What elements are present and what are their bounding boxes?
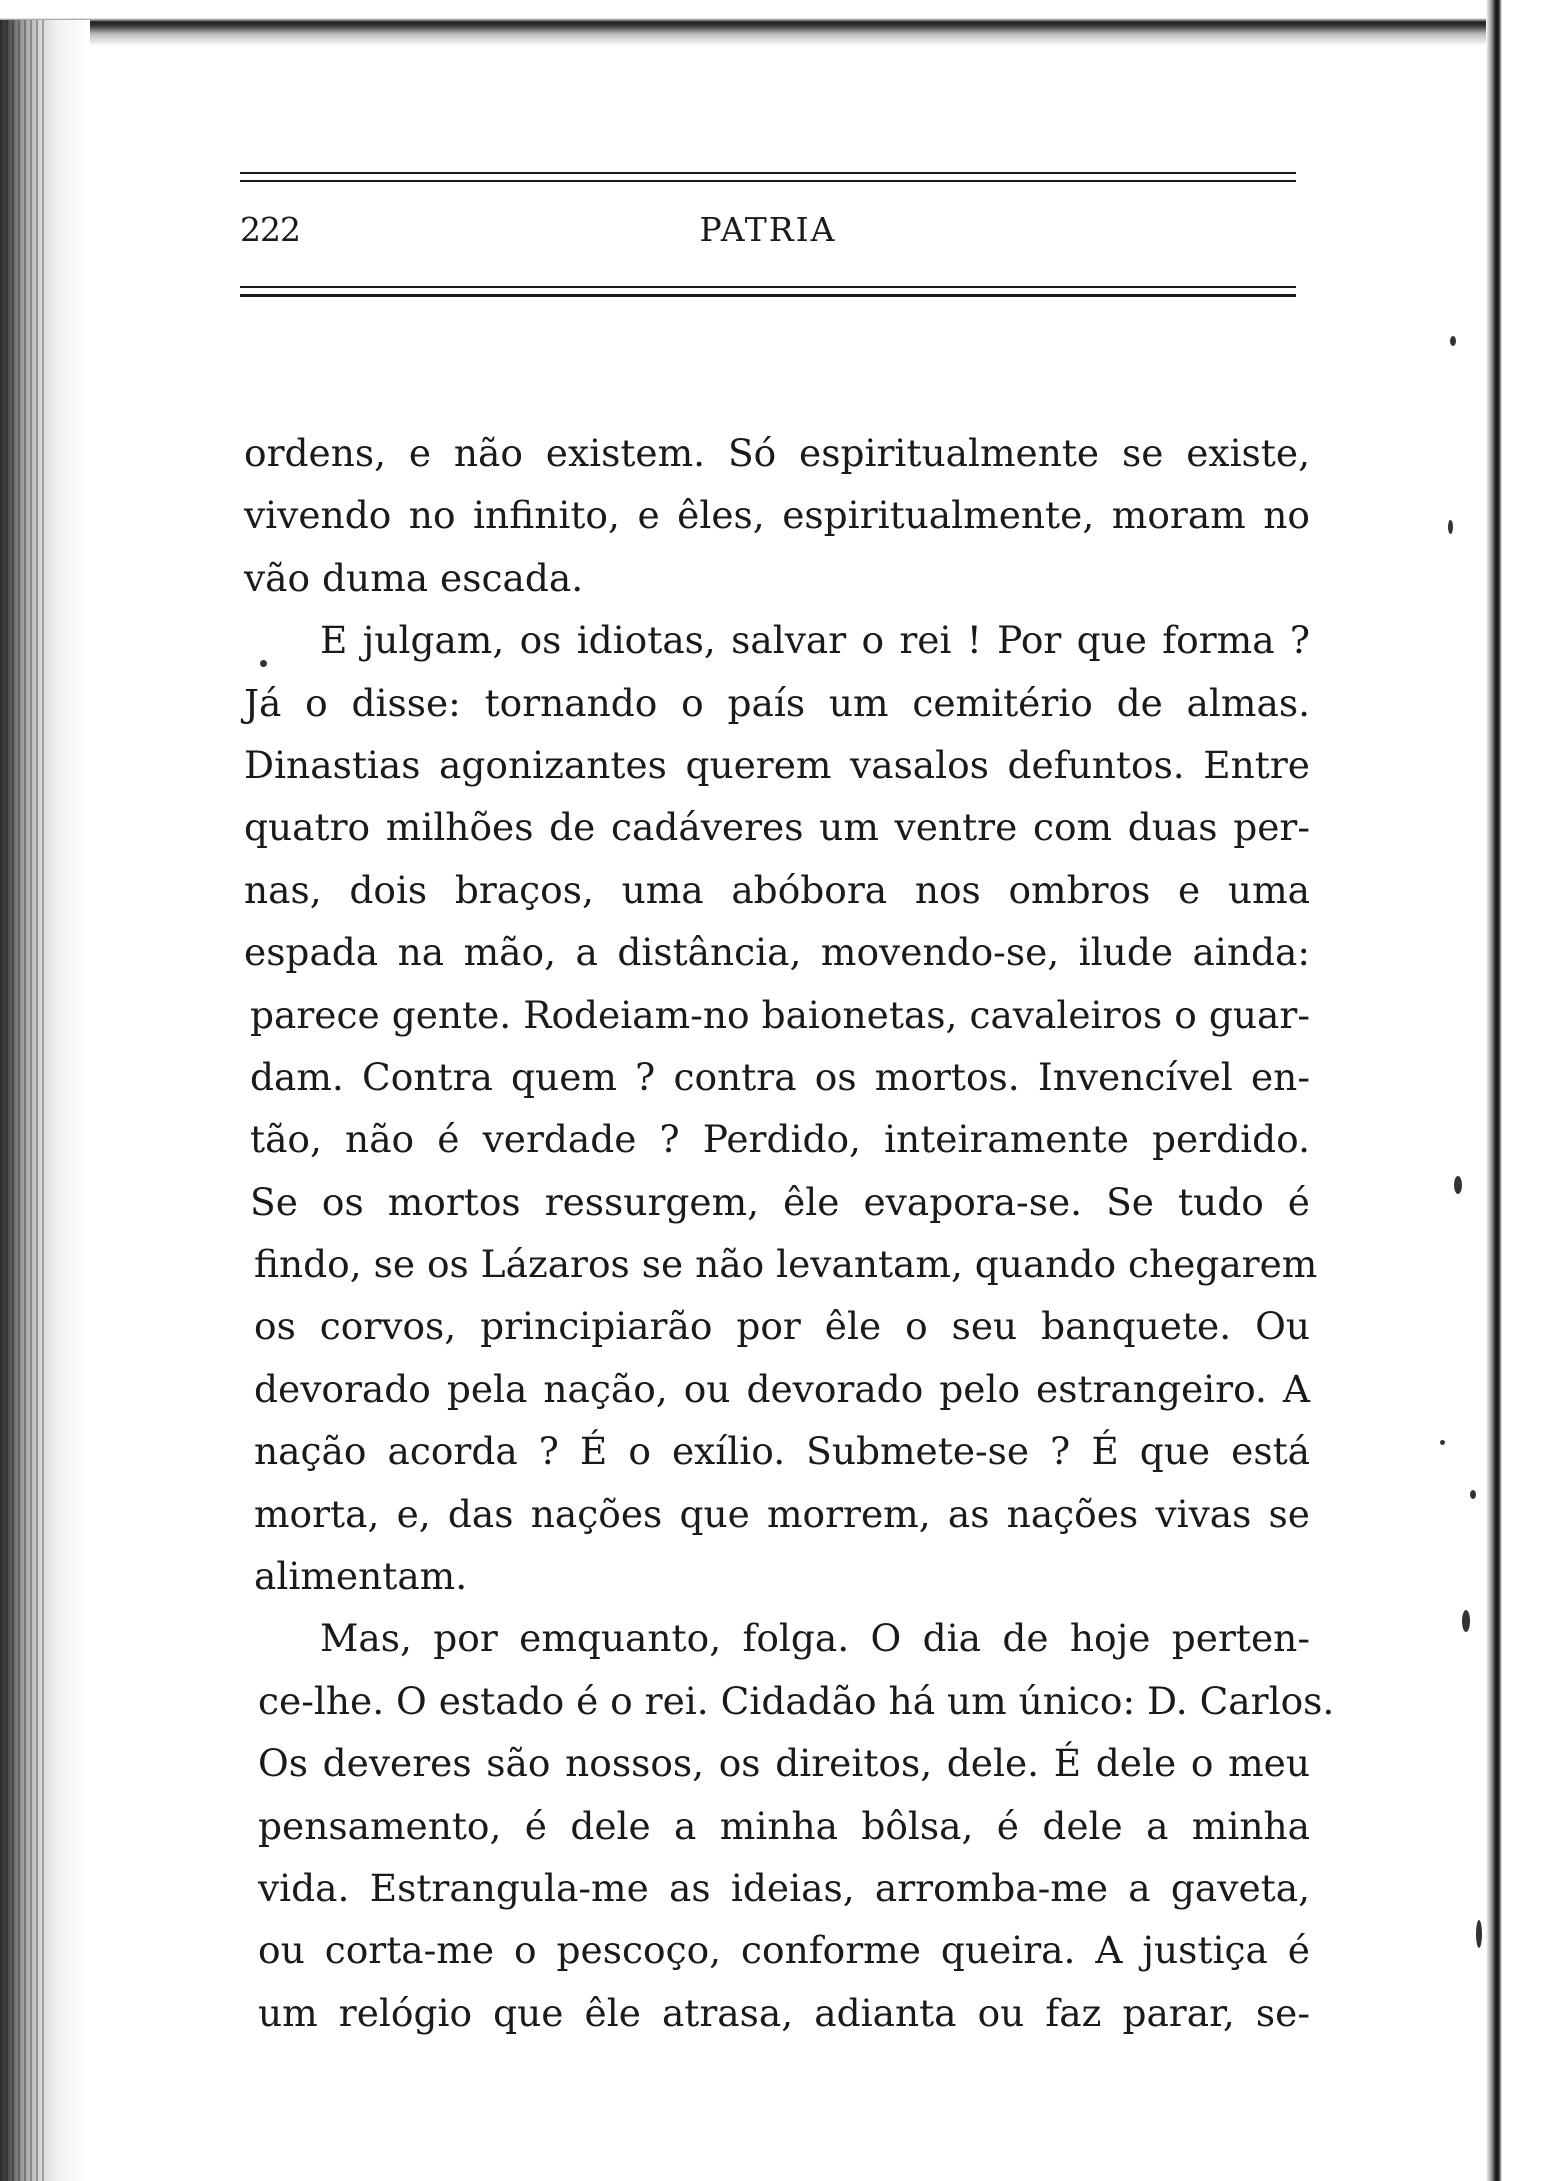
text-line: ou corta-me o pescoço, conforme queira. A justiça é [258,1928,1310,1973]
text-line: Se os mortos ressurgem, êle evapora-se. Se tudo é [250,1179,1310,1224]
page-top-edge [0,0,1500,46]
text-line: dam. Contra quem ? contra os mortos. Invencível en- [250,1054,1310,1099]
paragraph-start-line: Mas, por emquanto, folga. O dia de hoje perten- [320,1616,1310,1661]
text-line: vida. Estrangula-me as ideias, arromba-me a gaveta, [258,1865,1310,1910]
header-bottom-rule [240,286,1296,288]
text-line: tão, não é verdade ? Perdido, inteiramente perdido. [250,1117,1310,1162]
text-line: alimentam. [254,1554,468,1599]
page-number: 222 [240,210,300,249]
text-line: espada na mão, a distância, movendo-se, ilude ainda: [244,930,1310,975]
binding-shadow [6,20,46,2181]
text-line: nas, dois braços, uma abóbora nos ombros e uma [244,867,1310,912]
running-title: PATRIA [699,210,837,249]
text-line: devorado pela nação, ou devorado pelo estrangeiro. A [254,1366,1310,1411]
text-line: pensamento, é dele a minha bôlsa, é dele a minha [258,1803,1310,1848]
header-top-rule-inner [240,180,1296,182]
paragraph-start-line: E julgam, os idiotas, salvar o rei ! Por que forma ? [320,618,1310,663]
body-text [244,422,1335,2044]
page-right-edge [1486,0,1502,2181]
text-line: findo, se os Lázaros se não levantam, quando chegarem [254,1242,1318,1287]
text-line: ordens, e não existem. Só espiritualmente se existe, [244,431,1310,475]
text-line: morta, e, das nações que morrem, as nações vivas se [254,1491,1310,1536]
text-line: Os deveres são nossos, os direitos, dele. É dele o meu [258,1741,1310,1786]
text-line: parece gente. Rodeiam-no baionetas, cavaleiros o guar- [250,992,1310,1037]
text-line: vão duma escada. [244,555,584,600]
header-bottom-rule-inner [240,294,1296,297]
text-line: quatro milhões de cadáveres um ventre com duas per- [244,805,1310,850]
text-line: nação acorda ? É o exílio. Submete-se ? É que está [254,1429,1310,1474]
header-top-rule [240,172,1296,174]
text-line: Já o disse: tornando o país um cemitério de almas. [244,680,1310,725]
text-line: um relógio que êle atrasa, adianta ou faz parar, se- [258,1990,1310,2035]
running-header [240,202,1296,262]
text-line: ce-lhe. O estado é o rei. Cidadão há um único: D. Carlos. [258,1678,1335,1723]
text-line: vivendo no infinito, e êles, espiritualmente, moram no [244,493,1310,538]
text-line: Dinastias agonizantes querem vasalos defuntos. Entre [244,742,1310,787]
text-line: os corvos, principiarão por êle o seu banquete. Ou [254,1304,1310,1349]
